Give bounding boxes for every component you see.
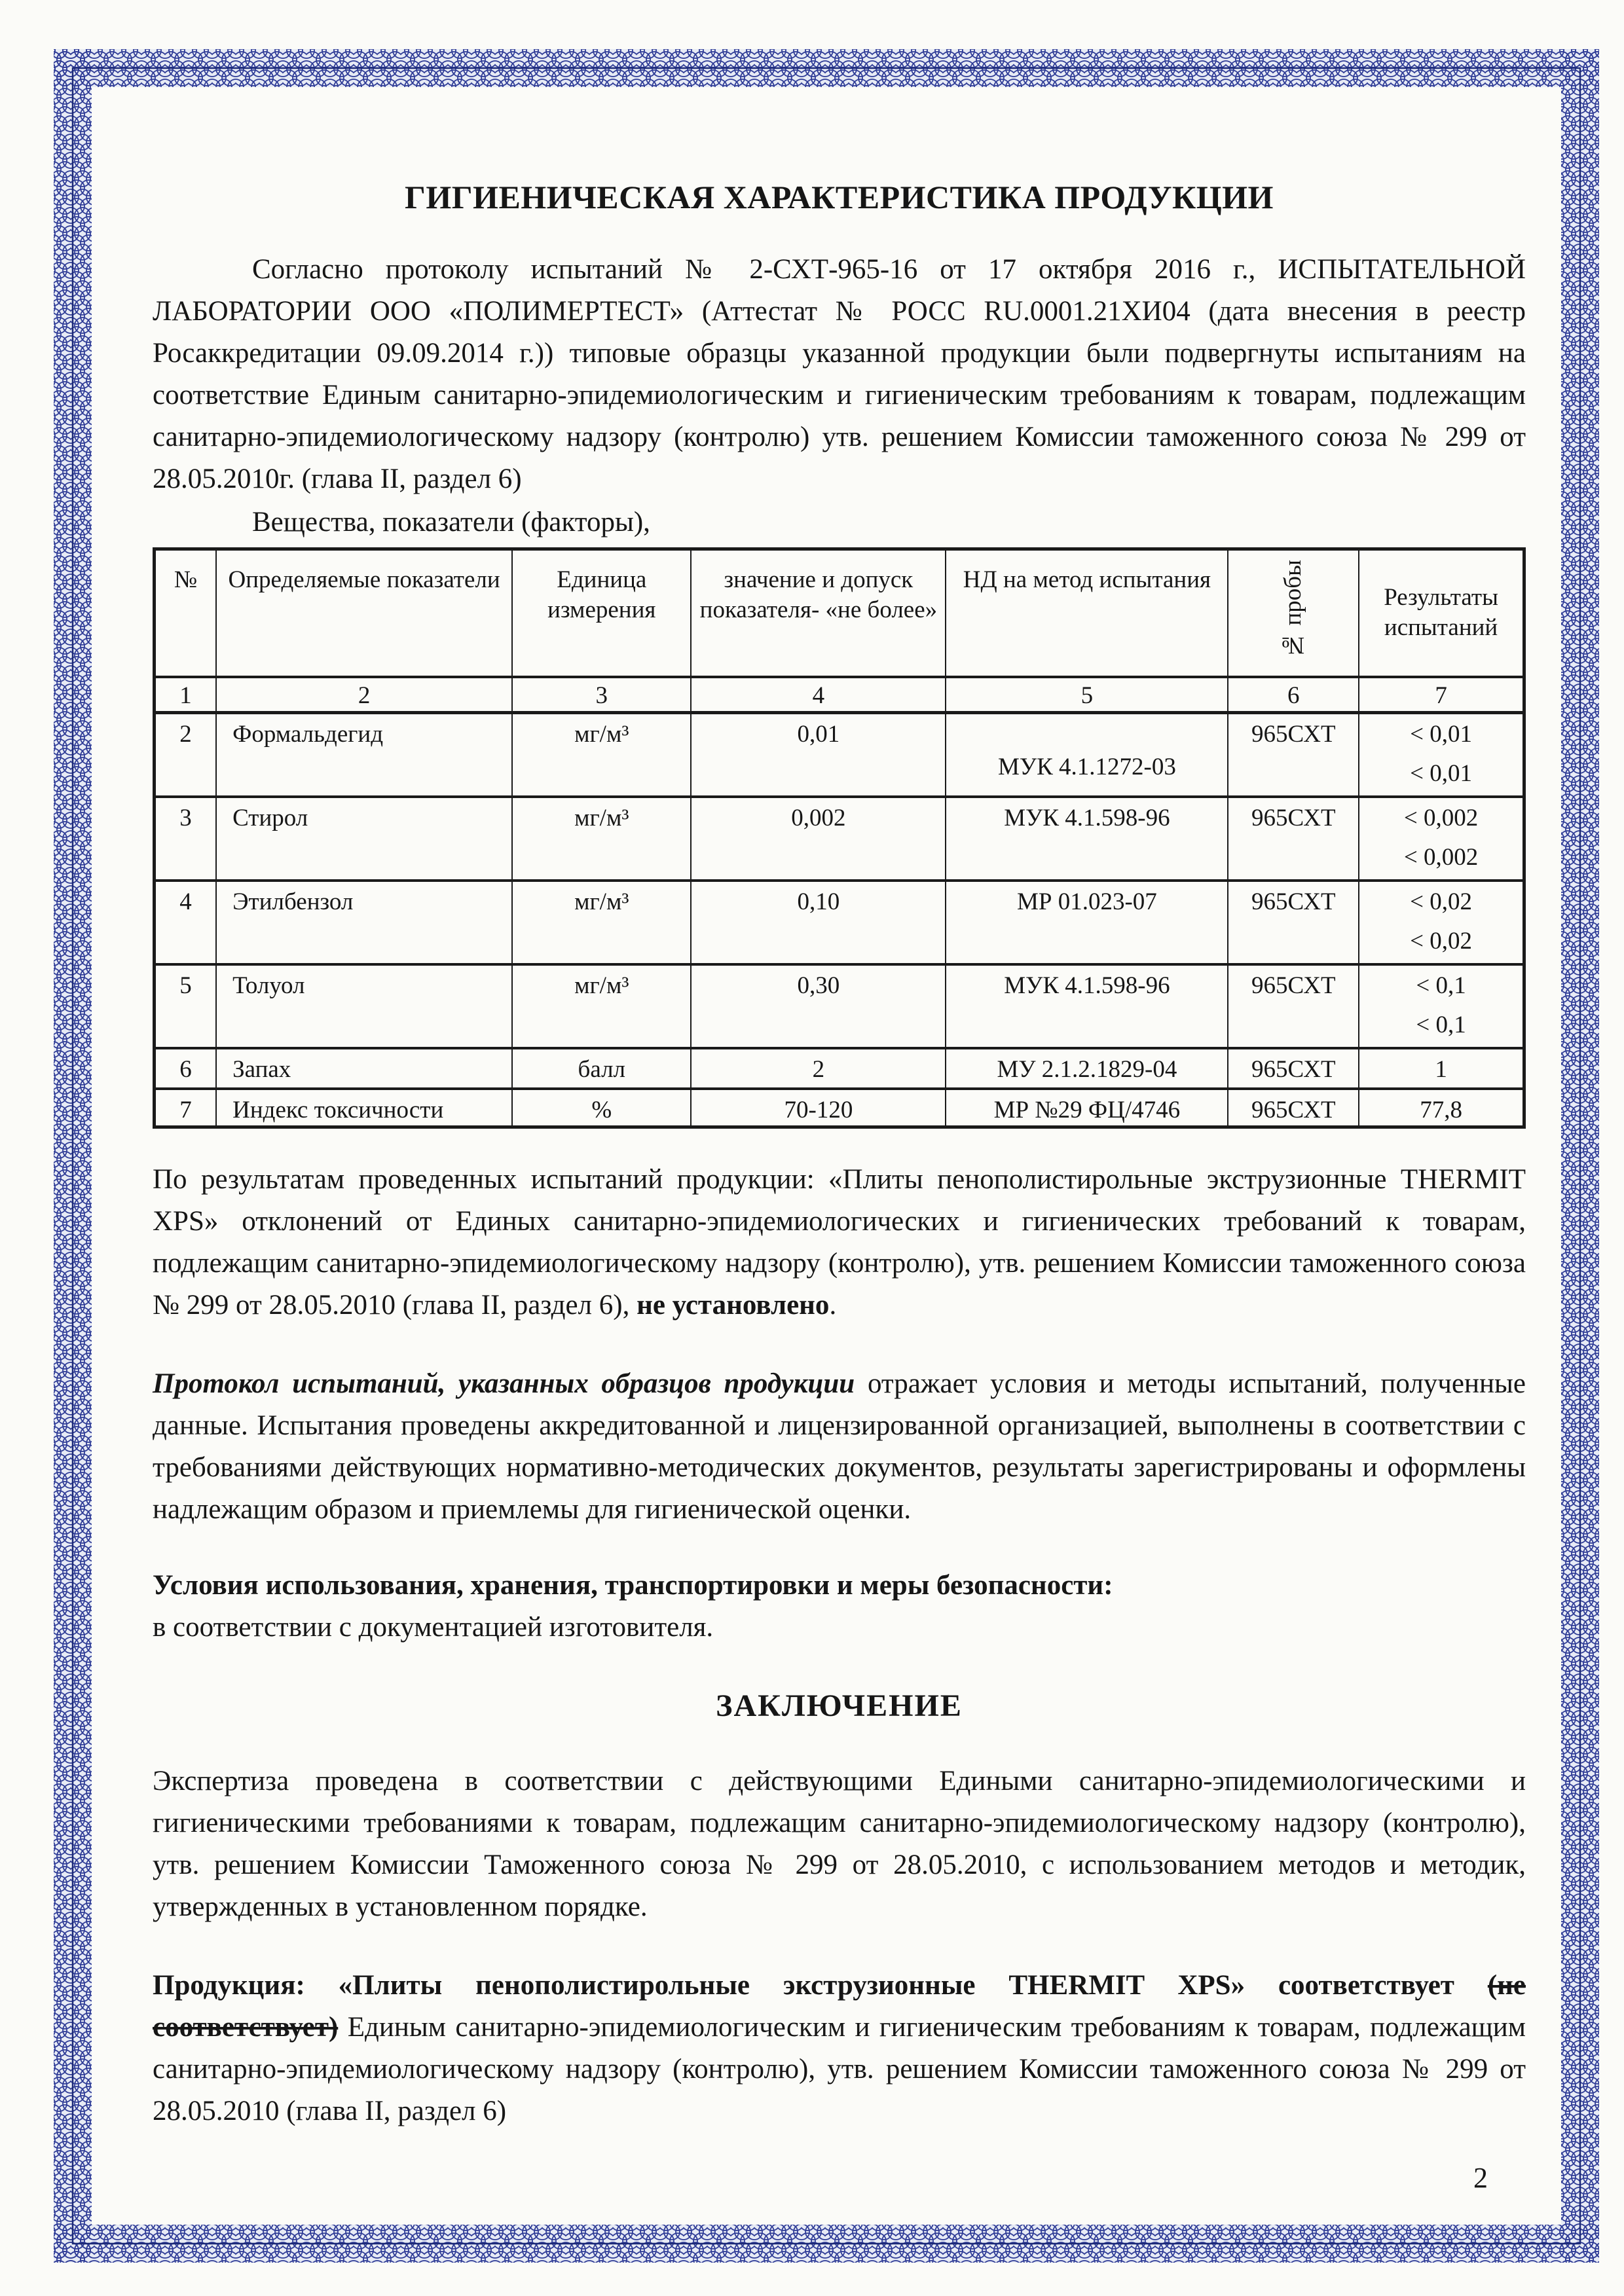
table-cell-name: Стирол: [216, 797, 512, 881]
page-title: ГИГИЕНИЧЕСКАЯ ХАРАКТЕРИСТИКА ПРОДУКЦИИ: [405, 179, 1274, 215]
column-index: 3: [512, 677, 691, 713]
col-header-unit: Единица измерения: [512, 549, 691, 677]
table-cell-sample: 965СХТ: [1228, 713, 1359, 797]
column-index: 1: [155, 677, 217, 713]
col-header-sample: [1228, 549, 1359, 677]
result-value-line: < 0,1: [1416, 972, 1466, 999]
table-cell-results: [1359, 797, 1524, 881]
table-cell-num: 3: [155, 797, 217, 881]
conformity-rest-text: Единым санитарно-эпидемиологическим и гигиеническим требованиям к товарам, подлежащим санитарно-эпидемиологическому надзору (контролю), утв. решением Комиссии таможенного союза № 299 от 28.05.2010 (глава II, раздел 6): [153, 2011, 1526, 2126]
column-index: 7: [1359, 677, 1524, 713]
sample-number-rotated-label: № пробы: [1280, 559, 1307, 659]
product-name-bold: Продукция: «Плиты пенополистирольные экструзионные THERMIT XPS» соответствует: [153, 1969, 1488, 2001]
product-conformity-paragraph: [153, 1965, 1526, 2132]
table-cell-limit: 2: [691, 1048, 946, 1089]
result-value-line: 77,8: [1420, 1096, 1462, 1123]
table-cell-unit: мг/м³: [512, 713, 691, 797]
test-results-table: [153, 547, 1526, 1129]
col-header-limit: значение и допуск показателя- «не более»: [691, 549, 946, 677]
table-cell-results: [1359, 1089, 1524, 1127]
column-index: 2: [216, 677, 512, 713]
column-number-row: [155, 677, 1524, 713]
result-value-line: < 0,02: [1410, 888, 1473, 915]
table-cell-num: 6: [155, 1048, 217, 1089]
struck-out-option: (не соответствует): [153, 1969, 1526, 2043]
intro-paragraph: Согласно протоколу испытаний № 2-СХТ-965-16 от 17 октября 2016 г., ИСПЫТАТЕЛЬНОЙ ЛАБОРАТОРИИ ООО «ПОЛИМЕРТЕСТ» (Аттестат № РОСС RU.0001.21ХИ04 (дата внесения в реестр Росаккредитации 09.09.2014 г.)) типовые образцы указанной продукции были подвергнуты испытаниям на соответствие Единым санитарно-эпидемиологическим и гигиеническим требованиям к товарам, подлежащим санитарно-эпидемиологическому надзору (контролю) утв. решением Комиссии таможенного союза № 299 от 28.05.2010г. (глава II, раздел 6): [153, 254, 1526, 494]
document-content: [153, 0, 1526, 2195]
table-header: [155, 549, 1524, 713]
table-cell-name: Индекс токсичности: [216, 1089, 512, 1127]
table-row: [155, 964, 1524, 1048]
substances-line: Вещества, показатели (факторы),: [252, 507, 650, 538]
table-cell-sample: 965СХТ: [1228, 797, 1359, 881]
table-header-row: [155, 549, 1524, 677]
table-cell-num: 7: [155, 1089, 217, 1127]
table-cell-unit: балл: [512, 1048, 691, 1089]
not-established-bold: не установлено: [637, 1289, 830, 1321]
table-cell-num: 5: [155, 964, 217, 1048]
results-summary-paragraph: [153, 1159, 1526, 1326]
table-cell-num: 2: [155, 713, 217, 797]
result-value-line: < 0,01: [1410, 760, 1473, 787]
table-cell-method: МУК 4.1.598-96: [946, 964, 1228, 1048]
table-cell-name: Этилбензол: [216, 881, 512, 964]
column-index: 4: [691, 677, 946, 713]
col-header-number: №: [155, 549, 217, 677]
table-cell-sample: 965СХТ: [1228, 964, 1359, 1048]
conclusion-heading: ЗАКЛЮЧЕНИЕ: [716, 1688, 963, 1723]
table-row: [155, 1089, 1524, 1127]
protocol-paragraph: [153, 1363, 1526, 1531]
table-cell-sample: 965СХТ: [1228, 881, 1359, 964]
table-row: [155, 713, 1524, 797]
table-cell-unit: мг/м³: [512, 964, 691, 1048]
conditions-heading: Условия использования, хранения, транспортировки и меры безопасности:: [153, 1569, 1113, 1601]
column-index: 6: [1228, 677, 1359, 713]
table-cell-method: МУК 4.1.598-96: [946, 797, 1228, 881]
protocol-lead-bold-italic: Протокол испытаний, указанных образцов продукции: [153, 1368, 855, 1399]
col-header-results: Результаты испытаний: [1359, 549, 1524, 677]
result-value-line: < 0,002: [1403, 804, 1479, 831]
column-index: 5: [946, 677, 1228, 713]
conditions-body: в соответствии с документацией изготовителя.: [153, 1611, 714, 1643]
table-cell-limit: 0,30: [691, 964, 946, 1048]
table-cell-method: МУК 4.1.1272-03: [946, 713, 1228, 797]
protocol-rest-text: отражает условия и методы испытаний, полученные данные. Испытания проведены аккредитованной и лицензированной организацией, выполнены в соответствии с требованиями действующих нормативно-методических документов, результаты зарегистрированы и оформлены надлежащим образом и приемлемы для гигиенической оценки.: [153, 1368, 1526, 1525]
table-cell-unit: %: [512, 1089, 691, 1127]
results-summary-text: По результатам проведенных испытаний продукции: «Плиты пенополистирольные экструзионные THERMIT XPS» отклонений от Единых санитарно-эпидемиологических и гигиенических требований к товарам, подлежащим санитарно-эпидемиологическому надзору (контролю), утв. решением Комиссии таможенного союза № 299 от 28.05.2010 (глава II, раздел 6),: [153, 1163, 1526, 1321]
result-value-line: < 0,1: [1416, 1011, 1466, 1038]
table-row: [155, 881, 1524, 964]
table-cell-unit: мг/м³: [512, 797, 691, 881]
table-body: [155, 713, 1524, 1127]
table-row: [155, 797, 1524, 881]
table-cell-limit: 0,002: [691, 797, 946, 881]
page-number: 2: [1473, 2161, 1488, 2194]
table-cell-sample: 965СХТ: [1228, 1089, 1359, 1127]
table-cell-limit: 0,01: [691, 713, 946, 797]
col-header-method: НД на метод испытания: [946, 549, 1228, 677]
table-cell-results: [1359, 713, 1524, 797]
table-cell-method: МР 01.023-07: [946, 881, 1228, 964]
table-cell-unit: мг/м³: [512, 881, 691, 964]
table-cell-method: МУ 2.1.2.1829-04: [946, 1048, 1228, 1089]
result-value-line: < 0,01: [1410, 721, 1473, 748]
table-cell-results: [1359, 964, 1524, 1048]
result-value-line: < 0,02: [1410, 927, 1473, 955]
col-header-indicators: Определяемые показатели: [216, 549, 512, 677]
table-cell-name: Толуол: [216, 964, 512, 1048]
table-cell-results: [1359, 881, 1524, 964]
result-value-line: < 0,002: [1403, 843, 1479, 871]
results-summary-period: .: [829, 1289, 837, 1321]
table-cell-sample: 965СХТ: [1228, 1048, 1359, 1089]
table-cell-limit: 0,10: [691, 881, 946, 964]
result-value-line: 1: [1435, 1055, 1447, 1083]
table-cell-limit: 70-120: [691, 1089, 946, 1127]
table-row: [155, 1048, 1524, 1089]
table-cell-results: [1359, 1048, 1524, 1089]
table-cell-method: МР №29 ФЦ/4746: [946, 1089, 1228, 1127]
table-cell-num: 4: [155, 881, 217, 964]
table-cell-name: Запах: [216, 1048, 512, 1089]
expertise-paragraph: Экспертиза проведена в соответствии с действующими Едиными санитарно-эпидемиологическими и гигиеническими требованиями к товарам, подлежащим санитарно-эпидемиологическому надзору (контролю), утв. решением Комиссии Таможенного союза № 299 от 28.05.2010, с использованием методов и методик, утвержденных в установленном порядке.: [153, 1765, 1526, 1922]
table-cell-name: Формальдегид: [216, 713, 512, 797]
